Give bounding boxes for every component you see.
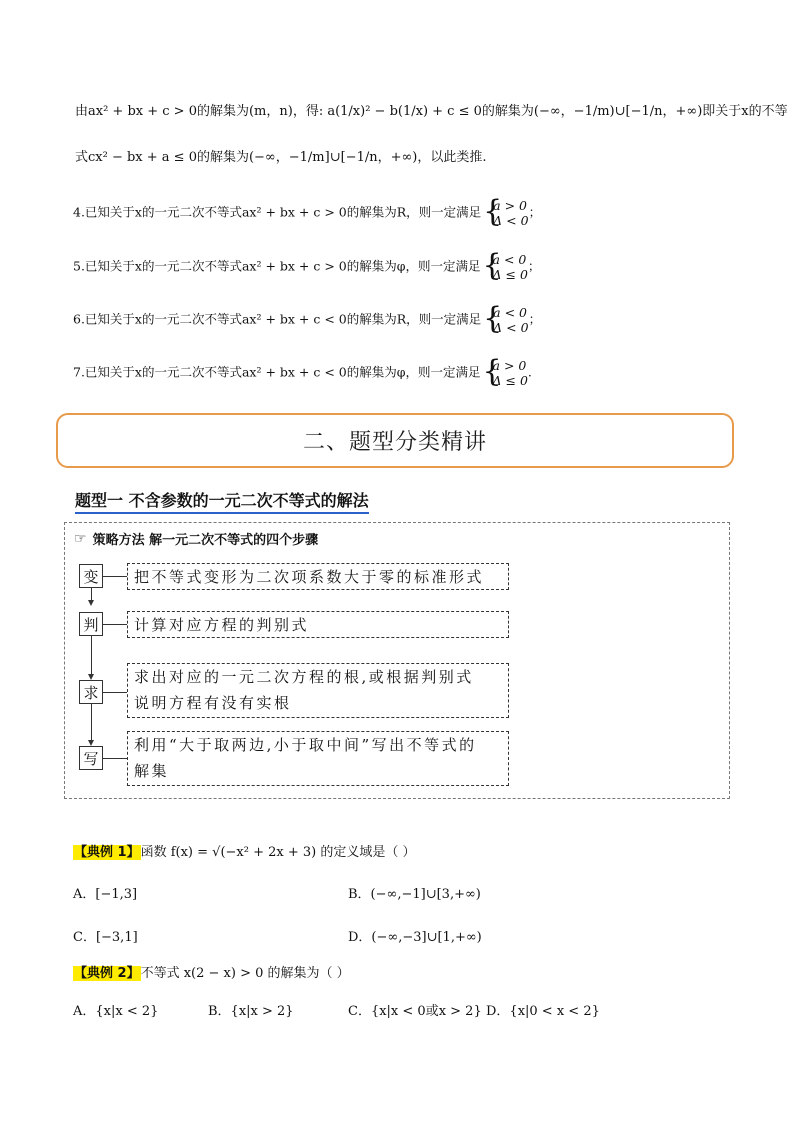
property-text: 7.已知关于x的一元二次不等式ax² + bx + c < 0的解集为φ，则一定满足 — [73, 364, 481, 380]
example-question-text: 函数 f(x) = √(−x² + 2x + 3) 的定义域是（ ） — [140, 845, 416, 860]
property-item-4 — [73, 194, 542, 229]
end-mark: . — [527, 364, 532, 380]
step-box-xie — [79, 746, 103, 770]
property-item-7 — [73, 354, 532, 389]
down-arrow-icon — [88, 600, 94, 606]
step-desc-line: 解集 — [134, 762, 170, 780]
section-title: 题型一 不含参数的一元二次不等式的解法 — [75, 488, 369, 514]
intro-line-2: 式cx² − bx + a ≤ 0的解集为(−∞，−1/m]∪[−1/n，+∞)，以此类推. — [75, 150, 487, 165]
condition-1: a > 0 — [492, 358, 527, 373]
strategy-title: 策略方法 解一元二次不等式的四个步骤 — [92, 533, 319, 548]
example-1-option-d: D．(−∞,−3]∪[1,+∞) — [348, 930, 482, 945]
property-text: 4.已知关于x的一元二次不等式ax² + bx + c > 0的解集为R，则一定满足 — [73, 204, 482, 220]
example-2-option-d: D．{x|0 < x < 2} — [486, 1004, 600, 1019]
step-desc-qiu — [127, 663, 509, 718]
step-desc-xie — [127, 731, 509, 786]
example-1-option-a: A．[−1,3] — [73, 887, 138, 902]
example-1-question — [73, 841, 415, 860]
step-label: 变 — [83, 567, 99, 586]
condition-2: Δ ≤ 0 — [492, 373, 528, 388]
step-box-pan — [79, 612, 103, 636]
example-1-option-b: B．(−∞,−1]∪[3,+∞) — [348, 887, 481, 902]
example-2-option-b: B．{x|x > 2} — [208, 1004, 294, 1019]
example-2-question — [73, 962, 350, 981]
connector-line — [103, 576, 127, 577]
example-question-text: 不等式 x(2 − x) > 0 的解集为（ ） — [140, 966, 350, 981]
example-1-option-c: C．[−3,1] — [73, 930, 138, 945]
condition-system: { a > 0 Δ ≤ 0 — [482, 354, 528, 389]
flow-line — [91, 704, 92, 740]
step-box-bian — [79, 564, 103, 588]
property-item-6 — [73, 301, 542, 336]
condition-1: a < 0 — [493, 305, 527, 320]
example-tag: 【典例 2】 — [74, 966, 140, 981]
section-banner — [56, 413, 734, 468]
property-item-5 — [73, 248, 541, 283]
end-mark: ； — [528, 311, 542, 327]
connector-line — [103, 692, 127, 693]
step-desc-line: 说明方程有没有实根 — [134, 694, 292, 712]
property-text: 5.已知关于x的一元二次不等式ax² + bx + c > 0的解集为φ，则一定满足 — [73, 258, 481, 274]
flow-line — [91, 636, 92, 676]
connector-line — [103, 624, 127, 625]
connector-line — [103, 758, 127, 759]
banner-title: 二、题型分类精讲 — [302, 430, 487, 455]
condition-2: Δ < 0 — [493, 320, 529, 335]
condition-2: Δ < 0 — [493, 213, 529, 228]
condition-1: a < 0 — [492, 252, 527, 267]
step-box-qiu — [79, 680, 103, 704]
step-label: 求 — [83, 683, 99, 702]
pointing-hand-icon: ☞ — [74, 530, 87, 547]
step-desc-line: 把不等式变形为二次项系数大于零的标准形式 — [134, 568, 485, 586]
property-text: 6.已知关于x的一元二次不等式ax² + bx + c < 0的解集为R，则一定满足 — [73, 311, 482, 327]
step-label: 判 — [83, 615, 99, 634]
end-mark: ； — [527, 258, 541, 274]
step-desc-pan — [127, 611, 509, 638]
example-2-option-a: A．{x|x < 2} — [73, 1004, 159, 1019]
example-2-option-c: C．{x|x < 0或x > 2} — [348, 1004, 482, 1019]
end-mark: ； — [528, 204, 542, 220]
step-label: 写 — [83, 749, 99, 768]
step-desc-line: 计算对应方程的判别式 — [134, 616, 310, 634]
condition-system: { a < 0 Δ < 0 — [483, 301, 529, 336]
condition-system: { a > 0 Δ < 0 — [483, 194, 529, 229]
step-desc-line: 利用“大于取两边,小于取中间”写出不等式的 — [134, 736, 477, 754]
step-desc-bian — [127, 563, 509, 590]
example-tag: 【典例 1】 — [74, 845, 140, 860]
intro-line-1: 由ax² + bx + c > 0的解集为(m，n)，得: a(1/x)² − b(1/x) + c ≤ 0的解集为(−∞，−1/m)∪[−1/n，+∞)即关于x的不等 — [75, 104, 788, 119]
condition-2: Δ ≤ 0 — [492, 267, 528, 282]
condition-system: { a < 0 Δ ≤ 0 — [482, 248, 528, 283]
condition-1: a > 0 — [493, 198, 527, 213]
strategy-heading — [74, 529, 318, 548]
step-desc-line: 求出对应的一元二次方程的根,或根据判别式 — [134, 668, 474, 686]
flow-line — [91, 588, 92, 600]
